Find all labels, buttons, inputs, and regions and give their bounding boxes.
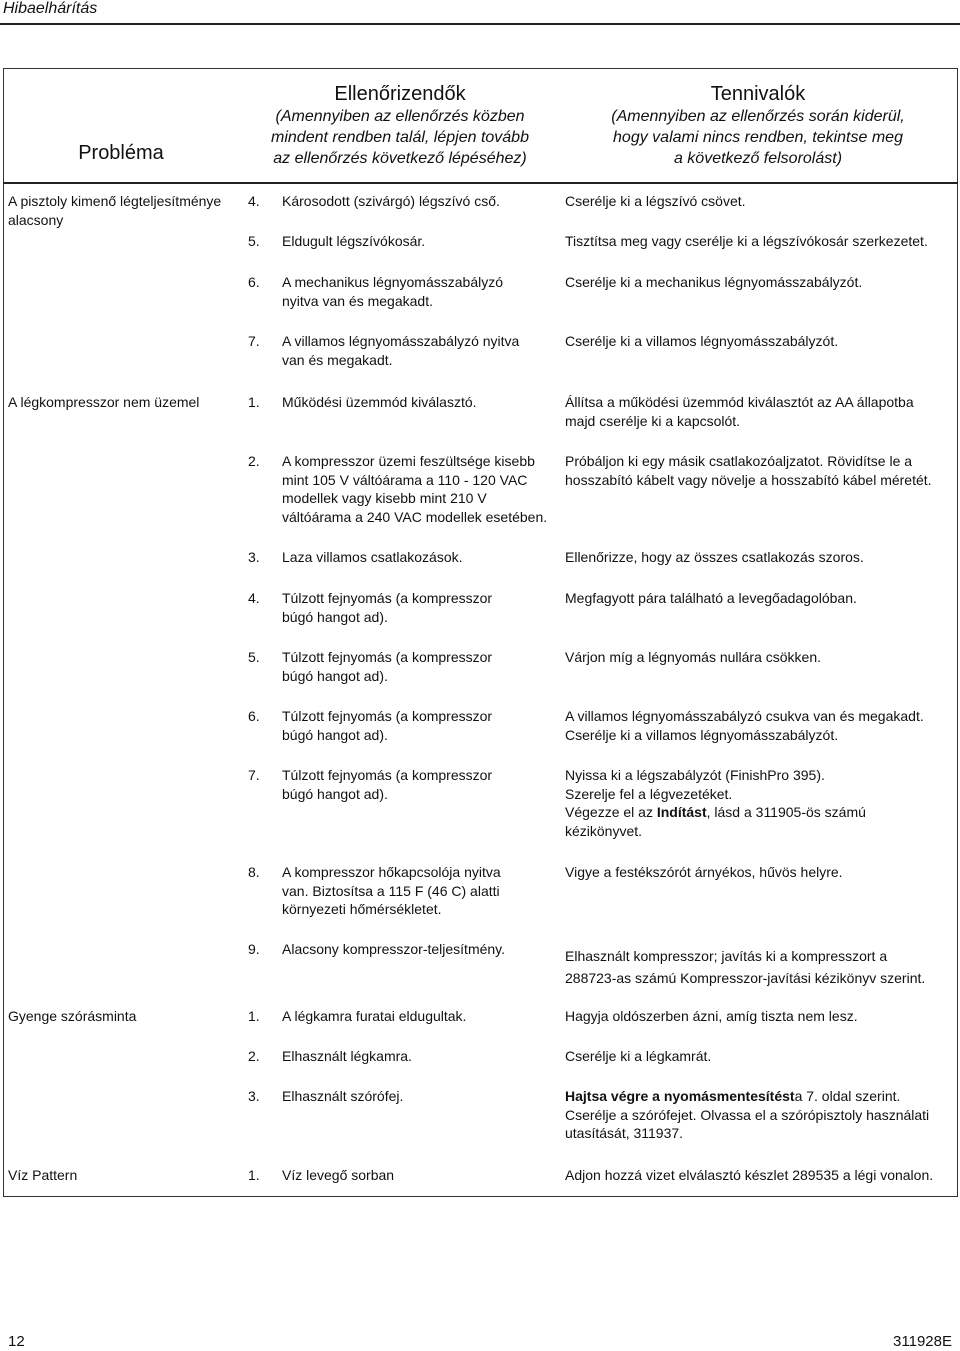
check-number: 4. bbox=[248, 590, 260, 606]
action-item bbox=[565, 273, 957, 292]
check-number: 3. bbox=[248, 1088, 260, 1104]
check-item bbox=[248, 648, 560, 685]
check-text-line: mint 105 V váltóárama a 110 - 120 VAC bbox=[282, 471, 528, 488]
section-title: Hibaelhárítás bbox=[3, 0, 98, 17]
action-item bbox=[565, 648, 957, 667]
action-text-part: a 7. oldal szerint. bbox=[794, 1088, 901, 1104]
table-header-divider bbox=[3, 182, 958, 184]
action-item bbox=[565, 1047, 957, 1066]
problem-text-line: A pisztoly kimenő légteljesítménye bbox=[8, 193, 222, 209]
action-text-line bbox=[565, 803, 957, 822]
check-text-line: A kompresszor hőkapcsolója nyitva bbox=[282, 864, 501, 880]
check-text-line: nyitva van és megakadt. bbox=[282, 292, 433, 309]
check-item bbox=[248, 192, 560, 211]
action-text-line: Cserélje ki a villamos légnyomásszabályzót. bbox=[565, 333, 839, 349]
check-text-line: Túlzott fejnyomás (a kompresszor bbox=[282, 649, 493, 665]
check-text-line: modellek vagy kisebb mint 210 V bbox=[282, 490, 487, 506]
problem-cell bbox=[8, 192, 238, 229]
action-text-line: Nyissa ki a légszabályzót (FinishPro 395). bbox=[565, 767, 825, 783]
problem-cell bbox=[8, 1007, 238, 1026]
check-item bbox=[248, 707, 560, 744]
action-item bbox=[565, 548, 957, 567]
action-text-line: Cserélje ki a mechanikus légnyomásszabályzót. bbox=[565, 274, 863, 290]
check-number: 7. bbox=[248, 333, 260, 349]
action-text-line: Tisztítsa meg vagy cserélje ki a légszívókosár szerkezetet. bbox=[565, 233, 928, 249]
action-text-line: hosszabító kábelt vagy növelje a hosszabító kábel méretét. bbox=[565, 471, 932, 488]
action-text-line: Megfagyott pára található a levegőadagolóban. bbox=[565, 590, 857, 606]
action-text-line: Szerelje fel a légvezetéket. bbox=[565, 785, 733, 802]
actions-subtitle-line: hogy valami nincs rendben, tekintse meg bbox=[613, 129, 903, 146]
checks-subtitle-line: mindent rendben talál, lépjen tovább bbox=[271, 129, 529, 146]
check-item bbox=[248, 1166, 560, 1185]
check-text-line: Elhasznált szórófej. bbox=[282, 1088, 404, 1104]
check-text-line: Túlzott fejnyomás (a kompresszor bbox=[282, 590, 493, 606]
check-text-line: Laza villamos csatlakozások. bbox=[282, 549, 463, 565]
action-text-line: Cserélje ki a légkamrát. bbox=[565, 1048, 712, 1064]
check-item bbox=[248, 1047, 560, 1066]
action-item bbox=[565, 766, 957, 840]
check-item bbox=[248, 766, 560, 803]
action-text-line: 288723-as számú Kompresszor-javítási kézikönyv szerint. bbox=[565, 970, 926, 986]
check-text-line: búgó hangot ad). bbox=[282, 667, 388, 684]
action-item bbox=[565, 452, 957, 489]
problem-text-line: Gyenge szórásminta bbox=[8, 1008, 137, 1024]
action-text-bold: Indítást bbox=[656, 804, 707, 820]
check-number: 6. bbox=[248, 274, 260, 290]
action-item bbox=[565, 863, 957, 882]
check-number: 9. bbox=[248, 941, 260, 957]
check-number: 2. bbox=[248, 453, 260, 469]
column-header-checks bbox=[240, 82, 560, 169]
check-text-line: A kompresszor üzemi feszültsége kisebb bbox=[282, 453, 535, 469]
document-number: 311928E bbox=[893, 1333, 952, 1350]
check-item bbox=[248, 232, 560, 251]
problem-cell bbox=[8, 393, 238, 412]
actions-title: Tennivalók bbox=[710, 83, 806, 105]
check-item bbox=[248, 1007, 560, 1026]
action-text-line: A villamos légnyomásszabályzó csukva van és megakadt. bbox=[565, 708, 924, 724]
action-text-bold: Hajtsa végre a nyomásmentesítést bbox=[565, 1088, 795, 1104]
check-text-line: búgó hangot ad). bbox=[282, 785, 388, 802]
top-divider bbox=[0, 23, 960, 25]
action-item bbox=[565, 1087, 957, 1143]
check-item bbox=[248, 452, 560, 526]
check-text-line: Víz levegő sorban bbox=[282, 1167, 395, 1183]
check-number: 4. bbox=[248, 193, 260, 209]
check-number: 5. bbox=[248, 649, 260, 665]
action-text-line: majd cserélje ki a kapcsolót. bbox=[565, 412, 741, 429]
column-header-problem: Probléma bbox=[78, 142, 164, 164]
check-item bbox=[248, 273, 560, 310]
check-item bbox=[248, 863, 560, 919]
check-text-line: Elhasznált légkamra. bbox=[282, 1048, 412, 1064]
action-item bbox=[565, 589, 957, 608]
check-text-line: A légkamra furatai eldugultak. bbox=[282, 1008, 467, 1024]
action-item bbox=[565, 393, 957, 430]
check-text-line: Működési üzemmód kiválasztó. bbox=[282, 394, 477, 410]
action-text-line bbox=[565, 1087, 957, 1106]
action-item bbox=[565, 232, 957, 251]
check-item bbox=[248, 393, 560, 412]
action-item bbox=[565, 707, 957, 744]
check-number: 1. bbox=[248, 1167, 260, 1183]
action-text-line: Cserélje a szórófejet. Olvassa el a szórópisztoly használati bbox=[565, 1106, 930, 1123]
action-item bbox=[565, 332, 957, 351]
check-text-line: A villamos légnyomásszabályzó nyitva bbox=[282, 333, 520, 349]
check-text-line: Károsodott (szivárgó) légszívó cső. bbox=[282, 193, 500, 209]
check-text-line: van. Biztosítsa a 115 F (46 C) alatti bbox=[282, 882, 500, 899]
check-number: 2. bbox=[248, 1048, 260, 1064]
check-item bbox=[248, 1087, 560, 1106]
action-text-line: Állítsa a működési üzemmód kiválasztót az AA állapotba bbox=[565, 394, 914, 410]
check-text-line: A mechanikus légnyomásszabályzó bbox=[282, 274, 504, 290]
check-text-line: van és megakadt. bbox=[282, 351, 393, 368]
action-text-line: kézikönyvet. bbox=[565, 822, 643, 839]
action-item bbox=[565, 945, 957, 989]
column-header-actions bbox=[562, 82, 954, 169]
check-item bbox=[248, 332, 560, 369]
check-number: 5. bbox=[248, 233, 260, 249]
problem-text-line: Víz Pattern bbox=[8, 1167, 78, 1183]
problem-text-line: A légkompresszor nem üzemel bbox=[8, 394, 200, 410]
check-text-line: Alacsony kompresszor-teljesítmény. bbox=[282, 941, 506, 957]
check-text-line: búgó hangot ad). bbox=[282, 726, 388, 743]
check-text-line: búgó hangot ad). bbox=[282, 608, 388, 625]
check-item bbox=[248, 548, 560, 567]
checks-subtitle-line: az ellenőrzés következő lépéséhez) bbox=[273, 150, 527, 167]
check-text-line: váltóárama a 240 VAC modellek esetében. bbox=[282, 508, 548, 525]
action-text-line: Próbáljon ki egy másik csatlakozóaljzatot. Rövidítse le a bbox=[565, 453, 913, 469]
check-number: 1. bbox=[248, 394, 260, 410]
action-text-line: Adjon hozzá vizet elválasztó készlet 289535 a légi vonalon. bbox=[565, 1167, 934, 1183]
check-number: 7. bbox=[248, 767, 260, 783]
check-text-line: Túlzott fejnyomás (a kompresszor bbox=[282, 767, 493, 783]
check-text-line: Túlzott fejnyomás (a kompresszor bbox=[282, 708, 493, 724]
action-text-part: , lásd a 311905-ös számú bbox=[706, 804, 866, 820]
action-text-line: Várjon míg a légnyomás nullára csökken. bbox=[565, 649, 822, 665]
action-item bbox=[565, 1007, 957, 1026]
check-number: 1. bbox=[248, 1008, 260, 1024]
action-item bbox=[565, 1166, 957, 1185]
actions-subtitle-line: (Amennyiben az ellenőrzés során kiderül, bbox=[611, 108, 905, 125]
action-item bbox=[565, 192, 957, 211]
action-text-line: Cserélje ki a légszívó csövet. bbox=[565, 193, 746, 209]
page-number: 12 bbox=[8, 1333, 25, 1350]
check-number: 8. bbox=[248, 864, 260, 880]
action-text-line: Ellenőrizze, hogy az összes csatlakozás szoros. bbox=[565, 549, 864, 565]
action-text-line: Elhasznált kompresszor; javítás ki a kompresszort a bbox=[565, 948, 888, 964]
check-item bbox=[248, 940, 560, 959]
check-number: 3. bbox=[248, 549, 260, 565]
action-text-part: Végezze el az bbox=[565, 804, 657, 820]
actions-subtitle-line: a következő felsorolást) bbox=[673, 150, 843, 167]
check-number: 6. bbox=[248, 708, 260, 724]
action-text-line: utasítását, 311937. bbox=[565, 1125, 684, 1141]
check-item bbox=[248, 589, 560, 626]
action-text-line: Vigye a festékszórót árnyékos, hűvös helyre. bbox=[565, 864, 843, 880]
checks-subtitle-line: (Amennyiben az ellenőrzés közben bbox=[275, 108, 525, 125]
action-text-line: Hagyja oldószerben ázni, amíg tiszta nem lesz. bbox=[565, 1008, 858, 1024]
problem-text-line: alacsony bbox=[8, 211, 64, 228]
checks-title: Ellenőrizendők bbox=[334, 83, 466, 105]
problem-cell bbox=[8, 1166, 238, 1185]
check-text-line: Eldugult légszívókosár. bbox=[282, 233, 426, 249]
action-text-line: Cserélje ki a villamos légnyomásszabályzót. bbox=[565, 726, 839, 743]
check-text-line: környezeti hőmérsékletet. bbox=[282, 901, 442, 917]
